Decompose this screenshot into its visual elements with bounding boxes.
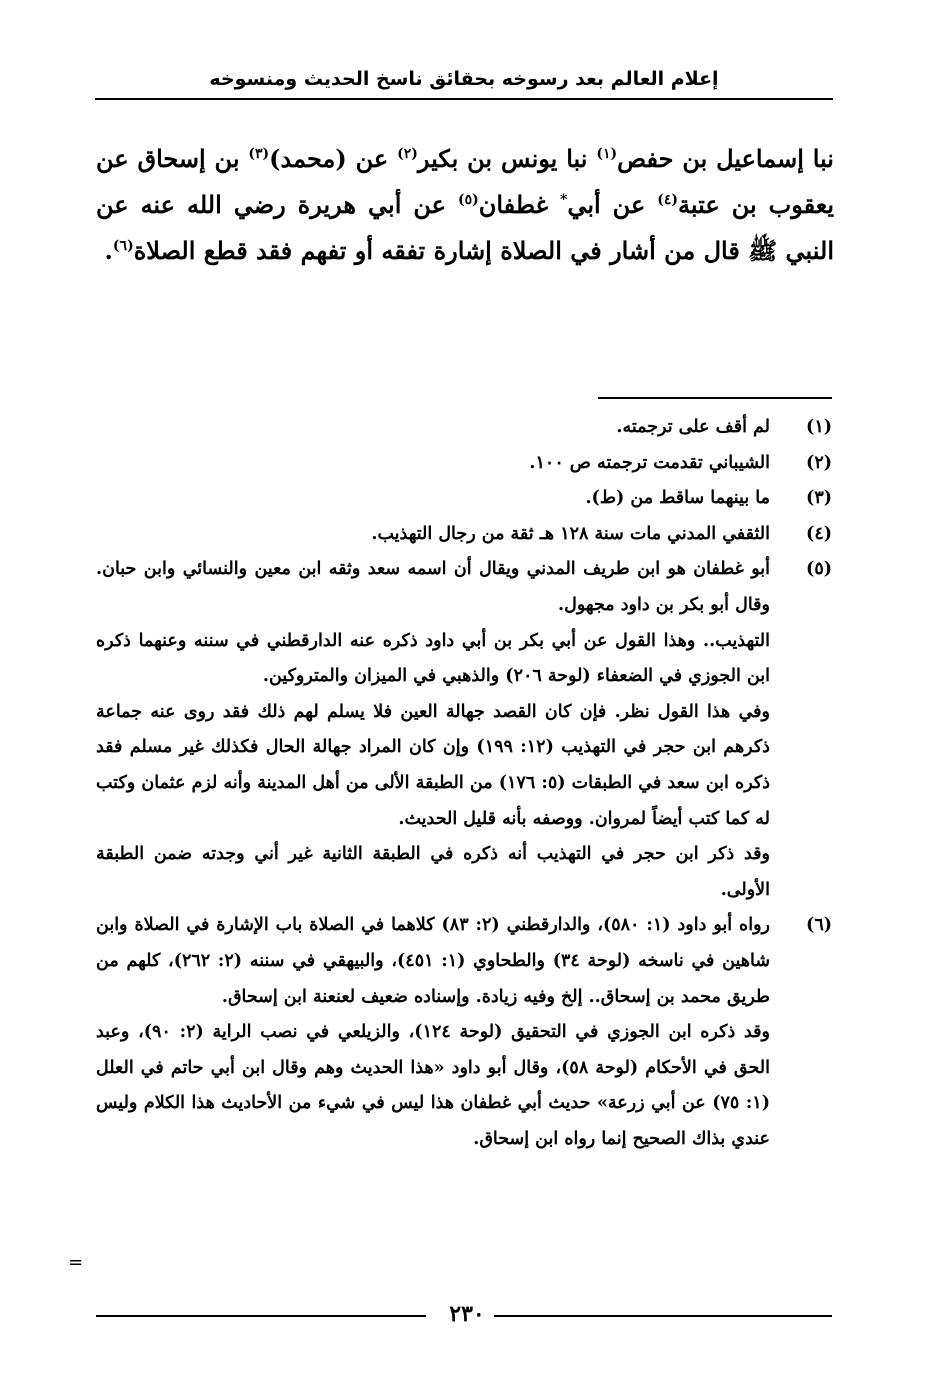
- footnote-1: [96, 410, 832, 446]
- footnote-5: [96, 552, 832, 908]
- footnote-text: الشيباني تقدمت ترجمته ص ١٠٠.: [529, 452, 770, 473]
- footnote-number: (٥): [806, 559, 832, 580]
- footnote-number: (٤): [806, 523, 832, 544]
- footnote-paragraph: وقد ذكره ابن الجوزي في التحقيق (لوحة ١٢٤)، والزيلعي في نصب الراية (٢: ٩٠)، وعبد الحق في الأحكام (لوحة ٥٨)، وقال أبو داود «هذا الحديث وهم وقال ابن أبي حاتم في العلل (١: ٧٥) عن أبي زرعة» حديث أبي غطفان هذا ليس في شيء من الأحاديث هذا الكلام وليس عندي بذاك الصحيح إنما رواه ابن إسحاق.: [96, 1022, 771, 1149]
- footnote-ref-4: (٤): [657, 192, 679, 208]
- main-text-segment: .: [104, 236, 113, 265]
- running-header-title: إعلام العالم بعد رسوخه بحقائق ناسخ الحديث ومنسوخه: [209, 68, 719, 90]
- main-text-segment: نبا إسماعيل بن حفص: [617, 144, 834, 173]
- footnote-3: [96, 481, 832, 517]
- asterisk-mark: *: [560, 192, 568, 208]
- footnote-paragraph: التهذيب.. وهذا القول عن أبي بكر بن أبي داود ذكره عنه الدارقطني في سننه وعنهما ذكره ابن الجوزي في الضعفاء (لوحة ٢٠٦) والذهبي في الميزان والمتروكين.: [96, 630, 770, 687]
- page-number: ٢٣٠: [449, 1301, 485, 1327]
- footnote-2: [96, 446, 832, 482]
- footnote-number: (٢): [806, 452, 832, 473]
- page-footer: [96, 1302, 832, 1326]
- footnotes-section: [96, 410, 832, 1157]
- main-text-segment: بن إسحاق عن يعقوب بن عتبة: [96, 144, 835, 219]
- main-text-segment: عن أبي هريرة رضي الله عنه عن النبي ﷺ قال من أشار في الصلاة إشارة تفقه أو تفهم فقد قطع الصلاة: [96, 190, 834, 265]
- footnote-text: الثقفي المدني مات سنة ١٢٨ هـ ثقة من رجال التهذيب.: [371, 523, 770, 544]
- footer-rule-left: [96, 1315, 426, 1317]
- continuation-mark: =: [68, 1252, 84, 1273]
- footnote-paragraph: رواه أبو داود (١: ٥٨٠)، والدارقطني (٢: ٨٣) كلاهما في الصلاة باب الإشارة في الصلاة وابن شاهين في ناسخه (لوحة ٣٤) والطحاوي (١: ٤٥١)، والبيهقي في سننه (٢: ٢٦٢)، كلهم من طريق محمد بن إسحاق.. إلخ وفيه زيادة. وإسناده ضعيف لعنعنة ابن إسحاق.: [96, 915, 770, 1007]
- footnote-ref-5: (٥): [457, 192, 479, 208]
- footnote-paragraph: وقد ذكر ابن حجر في التهذيب أنه ذكره في الطبقة الثانية غير أني وجدته ضمن الطبقة الأولى.: [96, 844, 770, 900]
- footnote-number: (٦): [806, 915, 832, 936]
- footnote-6: [96, 908, 832, 1157]
- footnote-paragraph: وفي هذا القول نظر. فإن كان القصد جهالة العين فلا يسلم لهم ذلك فقد روى عنه جماعة ذكرهم ابن حجر في التهذيب (١٢: ١٩٩) وإن كان المراد جهالة الحال فكذلك غير مسلم فقد ذكره ابن سعد في الطبقات (٥: ١٧٦) من الطبقة الألى من أهل المدينة وأنه لزم عثمان وكتب له كما كتب أيضاً لمروان. ووصفه بأنه قليل الحديث.: [96, 701, 770, 829]
- main-text-segment: غطفان: [478, 190, 561, 219]
- footnote-ref-3: (٣): [248, 146, 270, 162]
- footnote-paragraph: أبو غطفان هو ابن طريف المدني ويقال أن اسمه سعد وثقه ابن معين والنسائي وابن حبان. وقال أبو بكر بن داود مجهول.: [96, 559, 770, 615]
- footnote-number: (١): [806, 417, 832, 437]
- main-text: [96, 136, 834, 274]
- main-text-segment: عن أبي: [567, 190, 658, 219]
- main-text-segment: نبا يونس بن بكير: [417, 144, 597, 173]
- footnote-4: [96, 517, 832, 553]
- footnote-ref-1: (١): [596, 146, 618, 162]
- footnote-number: (٣): [806, 488, 832, 509]
- main-text-segment: عن (محمد): [269, 144, 398, 173]
- footnote-text: لم أقف على ترجمته.: [616, 417, 770, 437]
- footnote-text: ما بينهما ساقط من (ط).: [585, 488, 770, 509]
- footnote-ref-2: (٢): [397, 146, 418, 162]
- footnote-ref-6: (٦): [112, 238, 134, 254]
- footnote-separator: [598, 397, 832, 399]
- footer-rule-right: [494, 1315, 832, 1317]
- header-rule: [95, 98, 833, 100]
